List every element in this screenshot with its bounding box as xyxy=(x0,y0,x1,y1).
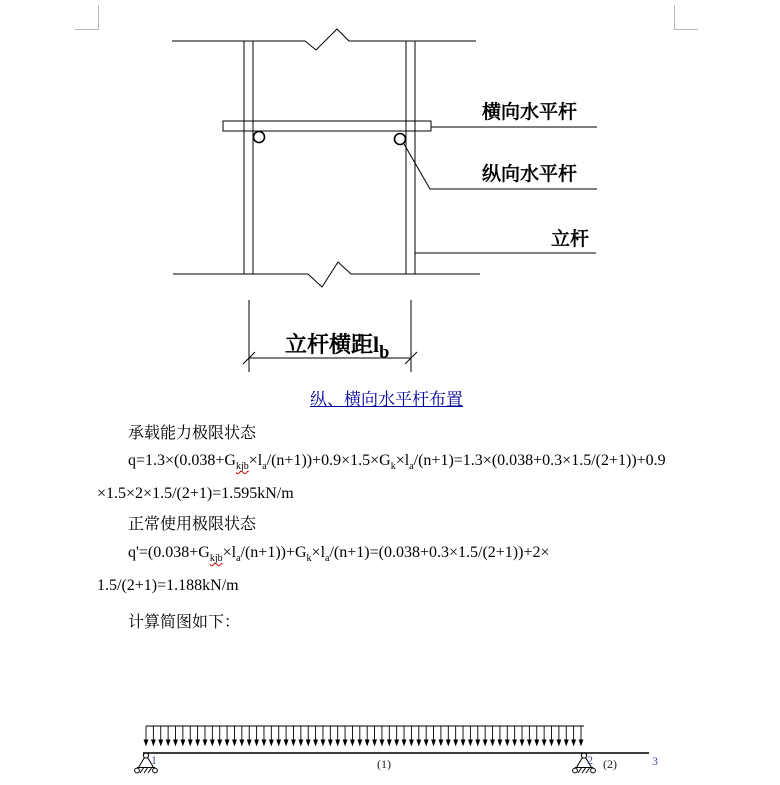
dimension-label: 立杆横距$l_b$ xyxy=(285,332,390,362)
bottom-break-line xyxy=(173,262,480,287)
span-label: (2) xyxy=(603,757,617,771)
right-coupler xyxy=(395,134,406,145)
left-coupler xyxy=(254,132,265,143)
label-longitudinal-bar: 纵向水平杆 xyxy=(482,164,578,185)
transverse-bar xyxy=(223,121,431,131)
node-label: 2 xyxy=(587,753,593,767)
node-label: 3 xyxy=(652,754,658,768)
formula-q-line2: ×1.5×2×1.5/(2+1)=1.595kN/m xyxy=(97,485,294,502)
node-label: 1 xyxy=(151,753,157,767)
formula-qprime-line2: 1.5/(2+1)=1.188kN/m xyxy=(97,577,239,594)
heading-bearing-capacity: 承载能力极限状态 xyxy=(128,425,257,442)
load-arrows xyxy=(144,726,583,745)
top-break-line xyxy=(172,29,476,50)
heading-serviceability: 正常使用极限状态 xyxy=(128,516,257,533)
label-pole: 立杆 xyxy=(551,229,590,250)
formula-qprime-line1: $q'=(0.038+G_{kjb}\times l_a/(n+1))+G_k\times l_a/(n+1)=(0.038+0.3\times 1.5/(2+1))+2\times$ xyxy=(128,544,550,565)
figure-caption[interactable]: 纵、横向水平杆布置 xyxy=(310,390,463,409)
heading-calc-sketch: 计算简图如下： xyxy=(128,614,241,631)
label-transverse-bar: 横向水平杆 xyxy=(482,102,578,123)
beam-diagram xyxy=(0,715,780,785)
span-label: (1) xyxy=(377,757,391,771)
formula-q-line1: $q=1.3\times(0.038+G_{kjb}\times l_a/(n+1))+0.9\times 1.5\times G_k\times l_a/(n+1)=1.3\times(0.038+0.3\times 1.5/(2+1))+0.9$ xyxy=(128,452,666,473)
